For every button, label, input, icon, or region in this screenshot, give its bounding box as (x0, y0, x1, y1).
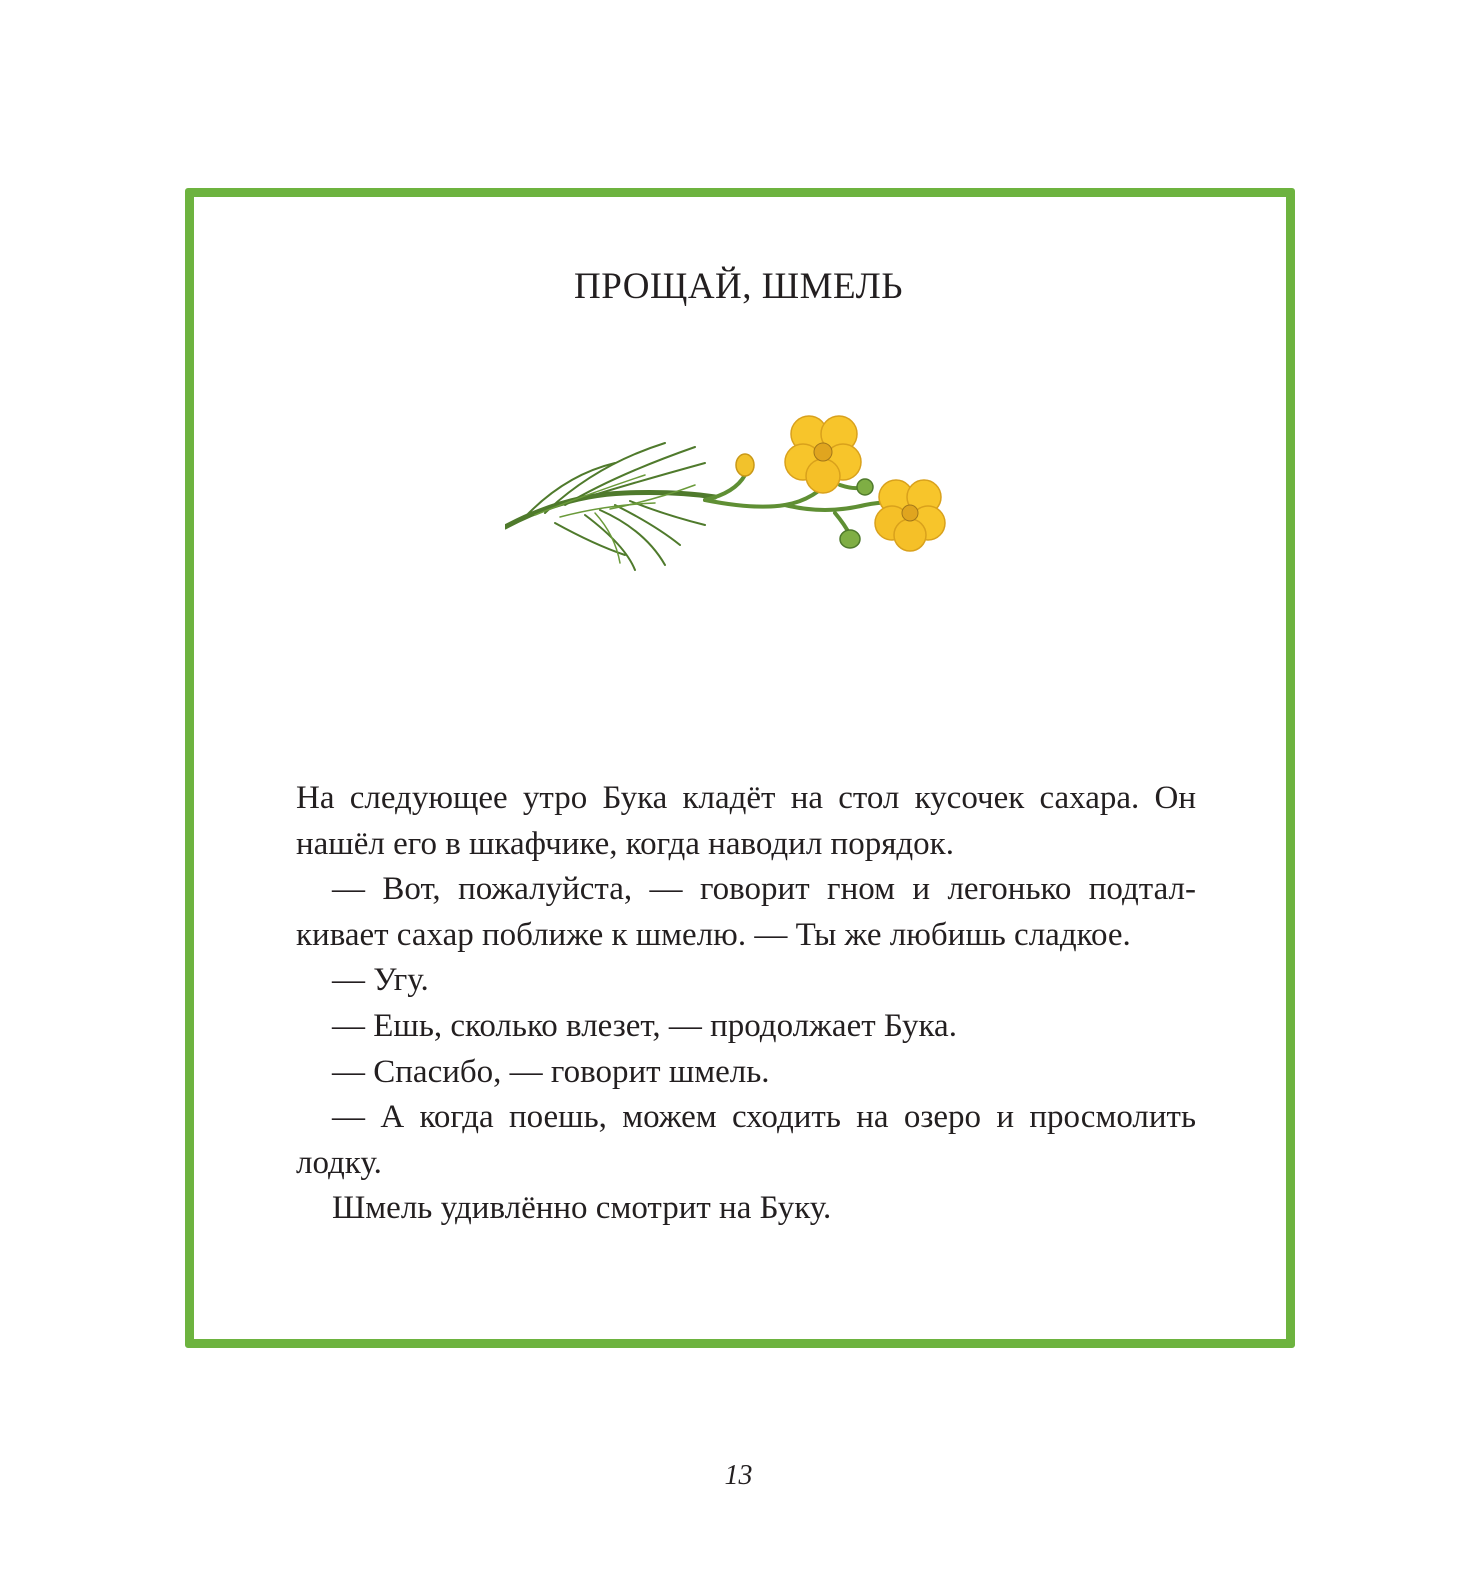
paragraph: — А когда поешь, можем сходить на озеро и просмолить лодку. (296, 1099, 1196, 1181)
paragraph: Шмель удивлённо смотрит на Буку. (332, 1190, 832, 1227)
story-text (296, 776, 1196, 1232)
paragraph: — Вот, пожалуйста, — говорит гном и легонько подталкивает сахар поближе к шмелю. — Ты же любишь сладкое. (296, 871, 1196, 953)
paragraph: — Спасибо, — говорит шмель. (332, 1053, 770, 1090)
buttercup-illustration (505, 405, 965, 595)
page-number: 13 (724, 1460, 753, 1491)
paragraph: — Угу. (332, 962, 429, 999)
buttercup-flower-icon (505, 405, 965, 595)
chapter-title: ПРОЩАЙ, ШМЕЛЬ (574, 266, 903, 307)
paragraph: На следующее утро Бука кладёт на стол кусочек сахара. Он нашёл его в шкафчике, когда наводил порядок. (296, 780, 1196, 862)
paragraph: — Ешь, сколько влезет, — продолжает Бука. (332, 1007, 957, 1044)
